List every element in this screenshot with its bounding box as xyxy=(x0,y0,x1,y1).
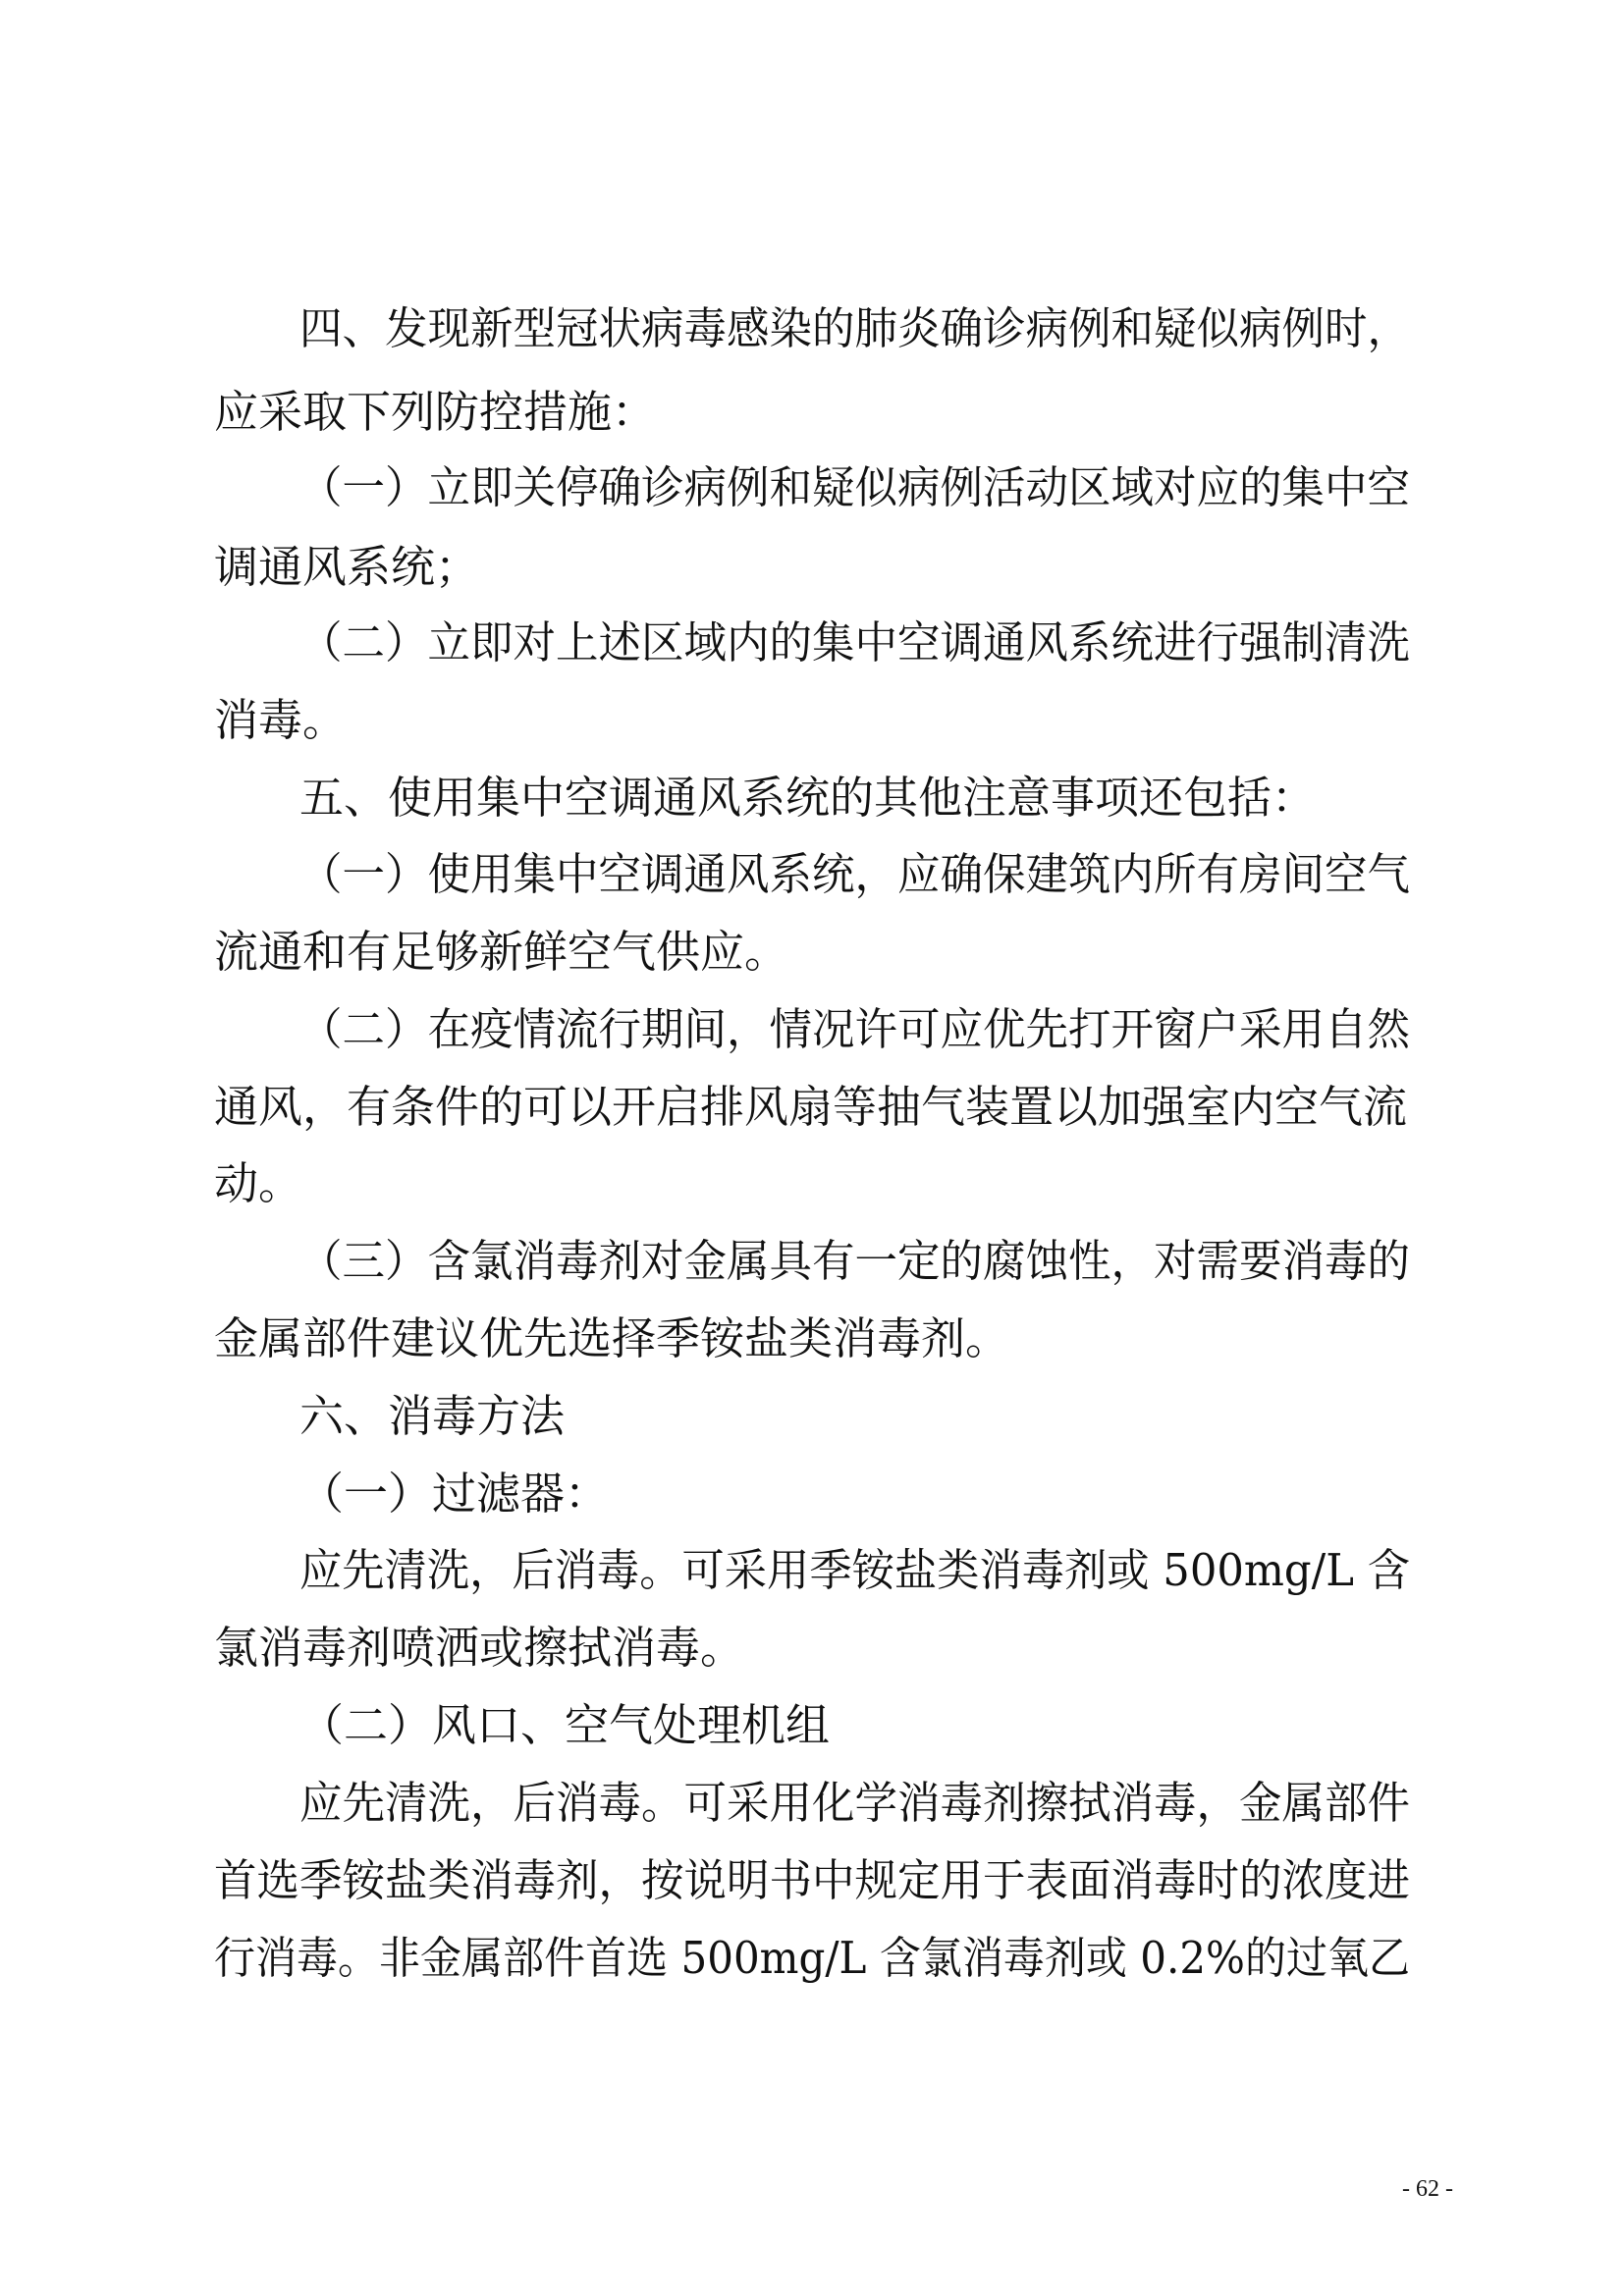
text-line-content: 消毒。 xyxy=(214,694,348,746)
text-line-content: 应先清洗，后消毒。可采用季铵盐类消毒剂或 500mg/L 含 xyxy=(299,1544,1410,1596)
text-line-content: 应采取下列防控措施： xyxy=(214,386,657,438)
text-line xyxy=(0,1222,1624,1301)
text-line-content: 动。 xyxy=(214,1157,303,1209)
text-line xyxy=(0,681,1624,760)
text-line xyxy=(0,373,1624,452)
text-line-content: （一）过滤器： xyxy=(299,1468,610,1520)
text-line-content: 六、消毒方法 xyxy=(299,1390,566,1442)
text-line xyxy=(0,1145,1624,1223)
text-line xyxy=(0,1919,1624,1998)
text-line xyxy=(0,1377,1624,1456)
text-line-content: （一）使用集中空调通风系统，应确保建筑内所有房间空气 xyxy=(299,848,1411,900)
text-line xyxy=(0,1842,1624,1920)
page-number: - 62 - xyxy=(1402,2176,1453,2202)
text-line xyxy=(0,1300,1624,1378)
text-line xyxy=(0,449,1624,527)
text-line-content: 首选季铵盐类消毒剂，按说明书中规定用于表面消毒时的浓度进 xyxy=(214,1854,1411,1906)
text-line xyxy=(0,759,1624,837)
text-line xyxy=(0,528,1624,607)
text-line xyxy=(0,835,1624,914)
text-line-content: （二）在疫情流行期间，情况许可应优先打开窗户采用自然 xyxy=(299,1003,1411,1055)
text-line xyxy=(0,1764,1624,1842)
text-line xyxy=(0,1609,1624,1687)
text-line xyxy=(0,1455,1624,1533)
text-line xyxy=(0,604,1624,682)
text-line-content: 金属部件建议优先选择季铵盐类消毒剂。 xyxy=(214,1312,1010,1364)
text-line-content: 氯消毒剂喷洒或擦拭消毒。 xyxy=(214,1622,745,1674)
text-line-content: （二）立即对上述区域内的集中空调通风系统进行强制清洗 xyxy=(299,616,1411,668)
text-line-content: 行消毒。非金属部件首选 500mg/L 含氯消毒剂或 0.2%的过氧乙 xyxy=(214,1932,1411,1984)
text-line-content: 应先清洗，后消毒。可采用化学消毒剂擦拭消毒，金属部件 xyxy=(299,1777,1411,1829)
text-line xyxy=(0,913,1624,991)
text-line xyxy=(0,1531,1624,1610)
text-line-content: 通风，有条件的可以开启排风扇等抽气装置以加强室内空气流 xyxy=(214,1081,1408,1133)
text-line xyxy=(0,290,1624,368)
text-line-content: 五、使用集中空调通风系统的其他注意事项还包括： xyxy=(299,772,1317,824)
text-line-content: 四、发现新型冠状病毒感染的肺炎确诊病例和疑似病例时， xyxy=(299,302,1411,354)
text-line-content: （三）含氯消毒剂对金属具有一定的腐蚀性，对需要消毒的 xyxy=(299,1235,1411,1287)
text-line xyxy=(0,1068,1624,1147)
text-line-content: （二）风口、空气处理机组 xyxy=(299,1699,831,1751)
text-line-content: （一）立即关停确诊病例和疑似病例活动区域对应的集中空 xyxy=(299,461,1411,513)
text-line-content: 调通风系统； xyxy=(214,541,480,593)
text-line-content: 流通和有足够新鲜空气供应。 xyxy=(214,926,789,978)
text-line xyxy=(0,990,1624,1069)
text-line xyxy=(0,1686,1624,1765)
